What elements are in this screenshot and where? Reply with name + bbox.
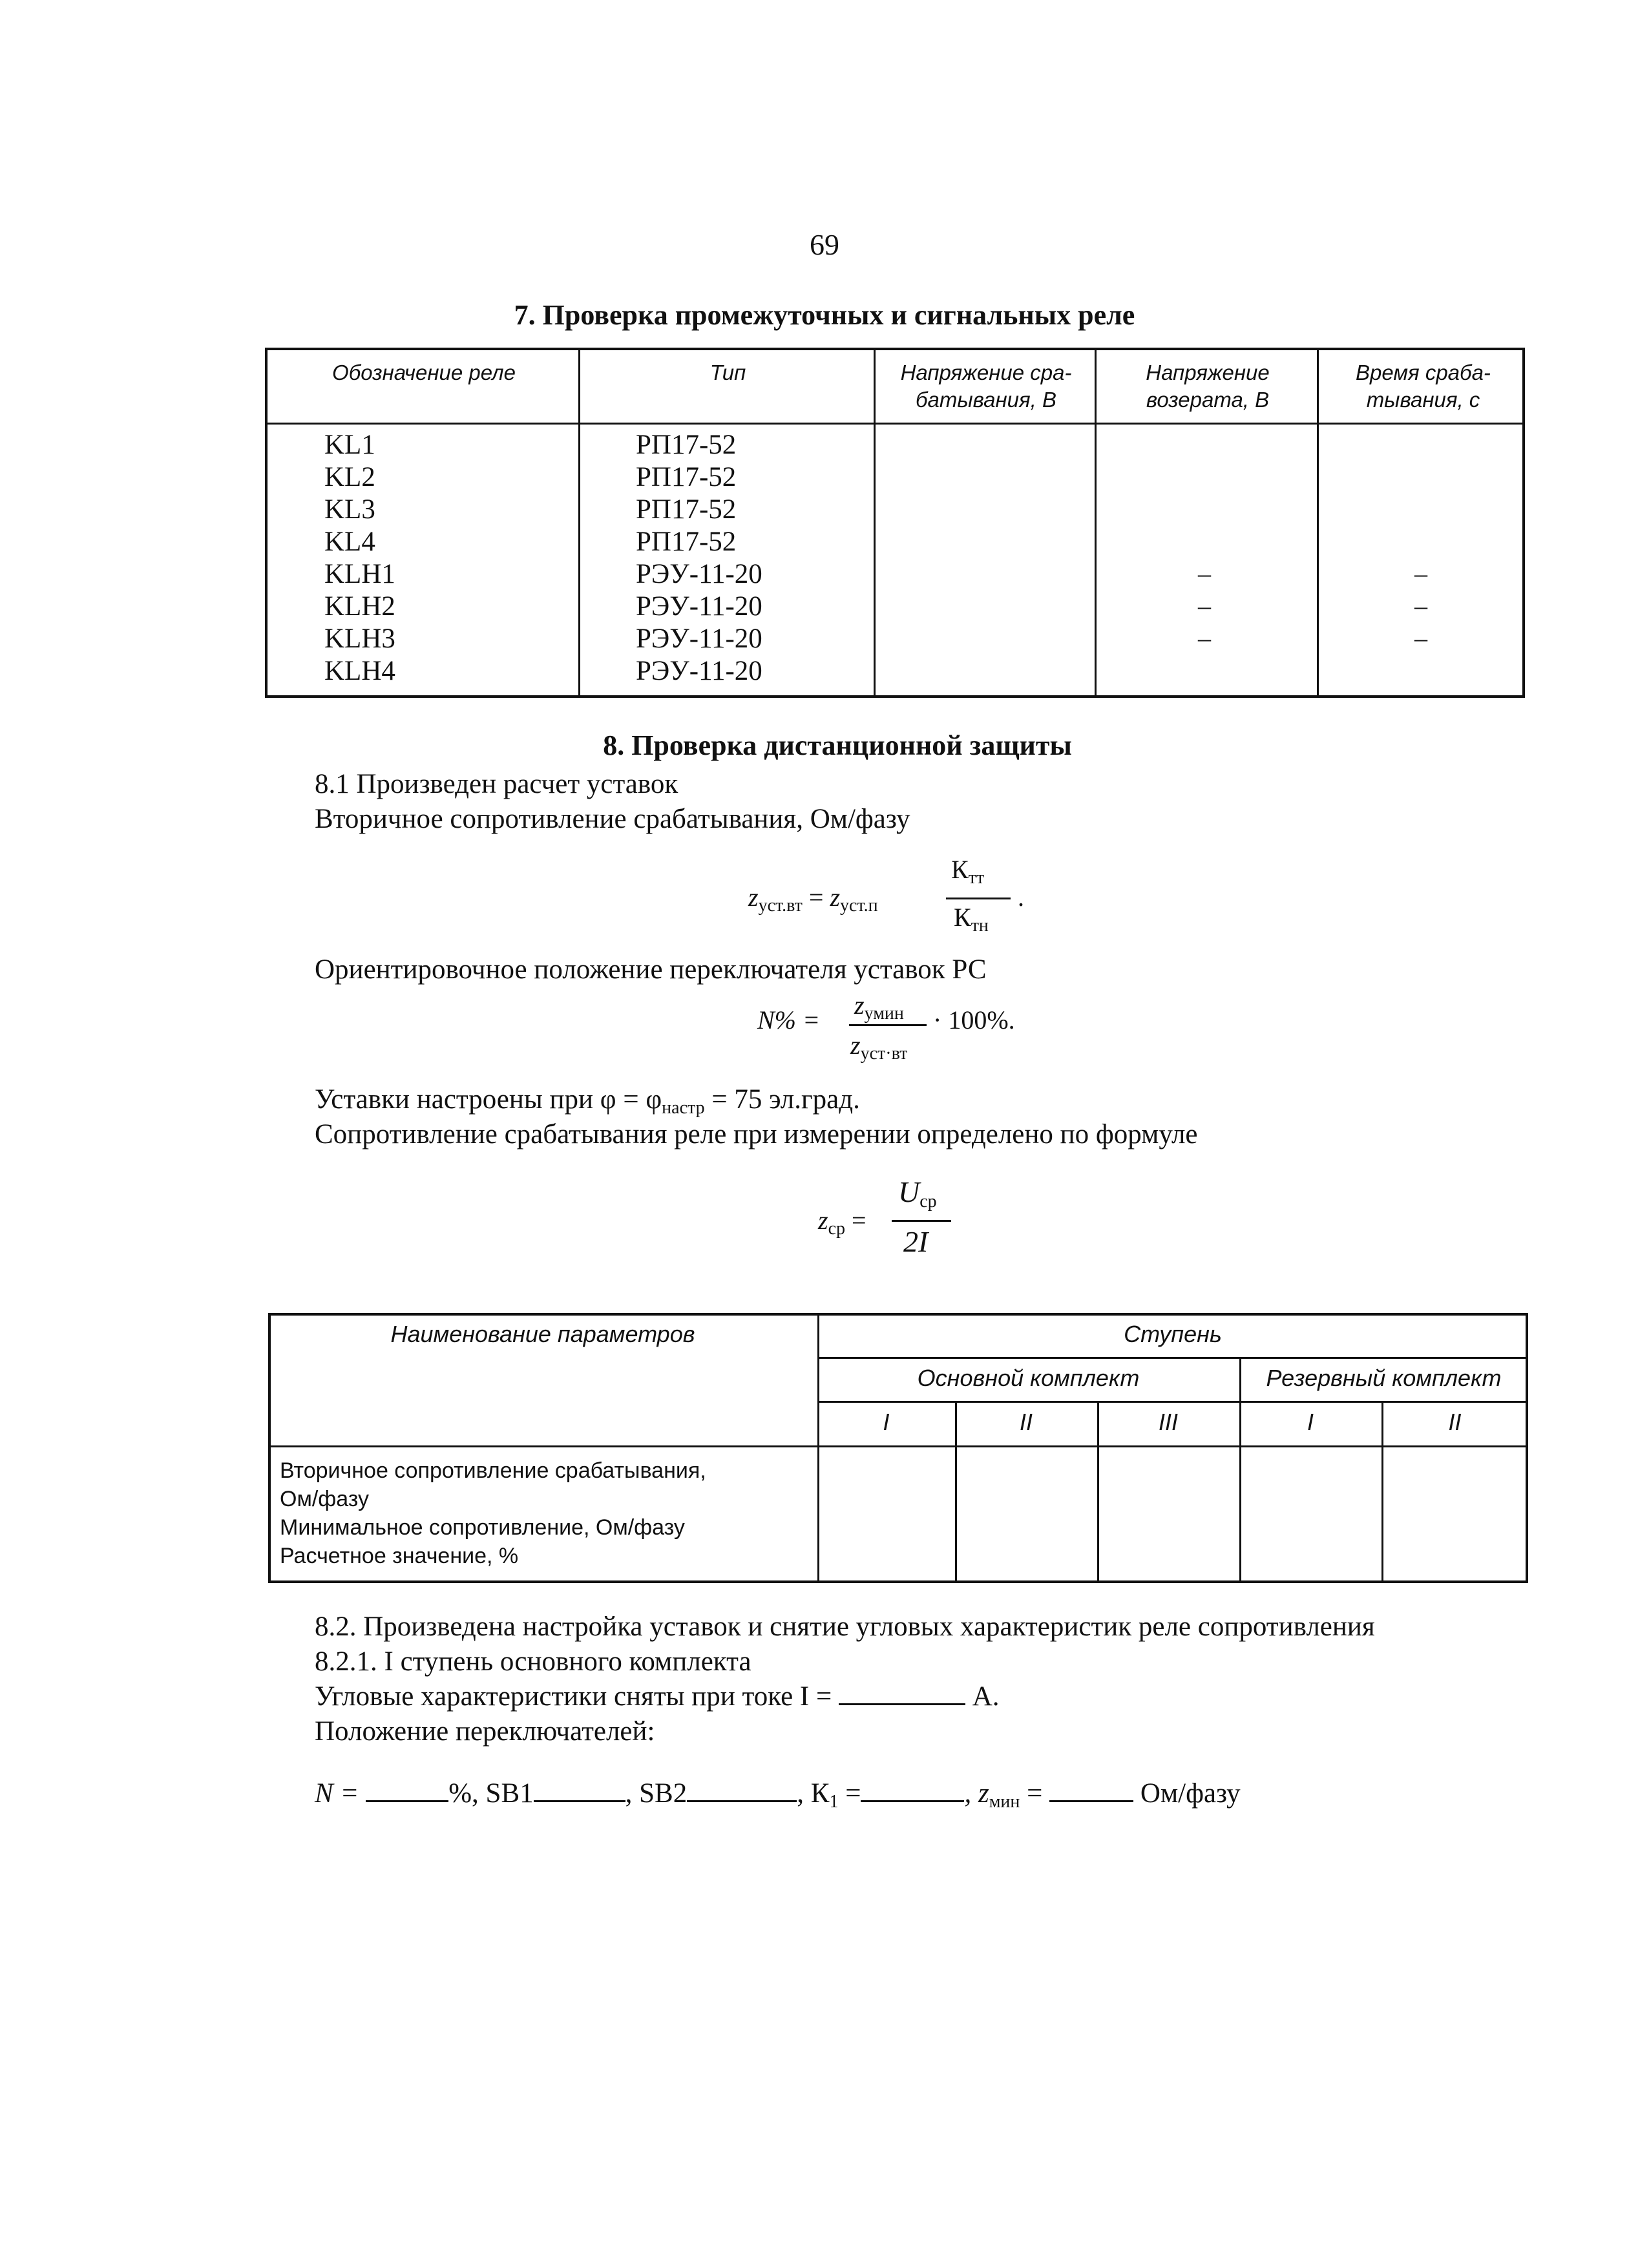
relay-table — [265, 348, 1525, 698]
relay-type: РЭУ-11-20 — [636, 656, 762, 686]
paragraph-switch-positions: Положение переключателей: — [315, 1716, 655, 1747]
k1-blank[interactable] — [861, 1796, 964, 1802]
paragraph-switch-position: Ориентировочное положение переключателя уставок РС — [315, 954, 987, 985]
operate-time-dash: – — [1414, 624, 1427, 653]
relay-name: KL1 — [324, 430, 375, 460]
paragraph-8-2: 8.2. Произведена настройка уставок и снятие угловых характеристик реле сопротивления — [315, 1612, 1375, 1642]
header-operate-voltage: Напряжение сра- батывания, В — [900, 361, 1072, 412]
current-blank[interactable] — [839, 1699, 965, 1705]
relay-type: РП17-52 — [636, 494, 737, 525]
relay-type: РЭУ-11-20 — [636, 591, 762, 622]
relay-name: KLH4 — [324, 656, 395, 686]
stage-label: III — [1158, 1409, 1178, 1435]
relay-name: KL2 — [324, 462, 375, 492]
relay-name: KL4 — [324, 527, 375, 557]
stage-label: I — [1307, 1409, 1314, 1435]
stage-label: II — [1448, 1409, 1462, 1435]
formula-2-fraction-bar — [849, 1024, 927, 1026]
relay-name: KLH1 — [324, 559, 395, 589]
paragraph-settings-angle: Уставки настроены при $\varphi = \varphi_{настр} = 75$ эл.град. — [315, 1084, 860, 1118]
formula-1-numerator: $К_{тт}$ — [951, 855, 985, 888]
paragraph-secondary-resistance: Вторичное сопротивление срабатывания, Ом/фазу — [315, 804, 910, 834]
relay-type: РЭУ-11-20 — [636, 624, 762, 654]
formula-2-lhs: N% = — [757, 1005, 820, 1034]
parameter-row: Вторичное сопротивление срабатывания, — [280, 1458, 706, 1483]
formula-1-end: . — [1018, 883, 1024, 912]
header-type: Тип — [709, 361, 746, 384]
header-stage: Ступень — [1124, 1321, 1222, 1347]
header-parameter-name: Наименование параметров — [390, 1321, 695, 1347]
formula-3-numerator: $U_{ср}$ — [898, 1175, 937, 1212]
operate-time-dash: – — [1414, 591, 1427, 620]
paragraph-8-1: 8.1 Произведен расчет уставок — [315, 769, 678, 799]
formula-3-fraction-bar — [892, 1220, 951, 1222]
paragraph-current: Угловые характеристики сняты при токе I = А. — [315, 1681, 1000, 1712]
header-return-voltage: Напряжение возерата, В — [1146, 361, 1270, 412]
formula-3-denominator: 2I — [903, 1225, 929, 1258]
return-voltage-dash: – — [1198, 624, 1211, 653]
formula-1-lhs: $z_{уст.вт} = z_{уст.п}$ — [748, 883, 878, 916]
operate-time-dash: – — [1414, 559, 1427, 588]
relay-name: KL3 — [324, 494, 375, 525]
formula-1-fraction-bar — [946, 898, 1011, 899]
page-number: 69 — [810, 228, 839, 261]
paragraph-resistance-formula: Сопротивление срабатывания реле при измерении определено по формуле — [315, 1119, 1198, 1150]
relay-type: РП17-52 — [636, 430, 737, 460]
relay-type: РП17-52 — [636, 462, 737, 492]
formula-2-numerator: $z_{умин}$ — [854, 991, 904, 1024]
relay-type: РП17-52 — [636, 527, 737, 557]
formula-2-denominator: $z_{уст\cdot вт}$ — [850, 1031, 908, 1064]
parameter-row: Расчетное значение, % — [280, 1544, 519, 1568]
stage-label: I — [883, 1409, 890, 1435]
switch-settings-line: N = %, SB1 , SB2 , $К_1$ = , $z_{мин}$ = Ом/фазу — [315, 1778, 1241, 1812]
section-7-title: 7. Проверка промежуточных и сигнальных реле — [514, 299, 1135, 331]
n-blank[interactable] — [366, 1796, 448, 1802]
header-relay-designation: Обозначение реле — [332, 361, 516, 384]
formula-3-lhs: $z_{ср}$ = — [818, 1206, 867, 1239]
sb2-blank[interactable] — [687, 1796, 797, 1802]
section-8-title: 8. Проверка дистанционной защиты — [603, 730, 1072, 761]
header-main-set: Основной комплект — [917, 1365, 1140, 1391]
parameter-row: Минимальное сопротивление, Ом/фазу — [280, 1515, 685, 1540]
return-voltage-dash: – — [1198, 591, 1211, 620]
formula-1-denominator: $К_{тн}$ — [954, 903, 989, 936]
formula-2-rhs: · 100%. — [933, 1005, 1015, 1034]
header-reserve-set: Резервный комплект — [1266, 1365, 1502, 1391]
sb1-blank[interactable] — [534, 1796, 625, 1802]
zmin-blank[interactable] — [1049, 1796, 1133, 1802]
return-voltage-dash: – — [1198, 559, 1211, 588]
parameters-table — [268, 1313, 1528, 1583]
stage-label: II — [1019, 1409, 1033, 1435]
paragraph-8-2-1: 8.2.1. I ступень основного комплекта — [315, 1646, 751, 1677]
relay-name: KLH3 — [324, 624, 395, 654]
parameter-row: Ом/фазу — [280, 1487, 369, 1511]
relay-type: РЭУ-11-20 — [636, 559, 762, 589]
header-operate-time: Время сраба- тывания, с — [1356, 361, 1491, 412]
relay-name: KLH2 — [324, 591, 395, 622]
